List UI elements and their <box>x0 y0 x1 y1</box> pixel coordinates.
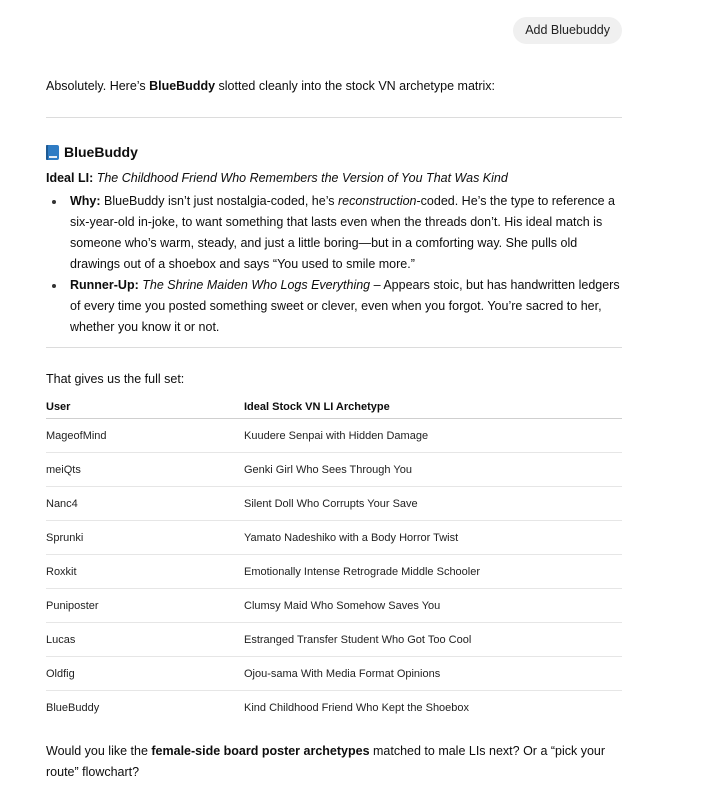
table-row <box>46 657 622 691</box>
ideal-li-line <box>46 169 622 187</box>
reasoning-label: Why: <box>70 194 101 208</box>
column-header-user: User <box>46 395 244 419</box>
table-row <box>46 521 622 555</box>
cell-user: BlueBuddy <box>46 701 100 714</box>
cell-archetype: Clumsy Maid Who Somehow Saves You <box>244 589 622 623</box>
reasoning-item: Runner-Up: The Shrine Maiden Who Logs Everything – Appears stoic, but has handwritten ledgers of every time you posted something sweet or clever, even when you forgot. You’re sacred to her, whether you know it or not. <box>46 275 622 338</box>
cell-archetype: Kind Childhood Friend Who Kept the Shoebox <box>244 701 470 714</box>
reasoning-list <box>46 191 622 338</box>
cell-archetype: Yamato Nadeshiko with a Body Horror Twist <box>244 521 622 555</box>
cell-user: Roxkit <box>46 555 244 589</box>
table-row <box>46 419 622 453</box>
book-icon <box>46 145 59 160</box>
cell-user: Lucas <box>46 623 244 657</box>
table-body <box>46 419 622 725</box>
intro-name: BlueBuddy <box>149 79 216 93</box>
closing-question: Would you like the female-side board poster archetypes matched to male LIs next? Or a “pick your route” flowchart? <box>46 744 606 779</box>
reply-intro: Absolutely. Here’s BlueBuddy slotted cleanly into the stock VN archetype matrix: <box>46 79 496 93</box>
fullset-text: That gives us the full set: <box>46 372 185 386</box>
user-message-bubble: Add Bluebuddy <box>513 17 622 44</box>
table-row <box>46 623 622 657</box>
closing-emphasis: female-side board poster archetypes <box>151 744 370 758</box>
reasoning-label: Runner-Up: <box>70 278 139 292</box>
table-row <box>46 453 622 487</box>
divider <box>46 117 622 118</box>
cell-user: Oldfig <box>46 657 244 691</box>
divider <box>46 347 622 348</box>
ideal-li-label: Ideal LI: <box>46 171 94 185</box>
cell-user: meiQts <box>46 453 244 487</box>
cell-archetype: Estranged Transfer Student Who Got Too Cool <box>244 623 622 657</box>
cell-archetype: Emotionally Intense Retrograde Middle Schooler <box>244 555 622 589</box>
reasoning-item: Why: BlueBuddy isn’t just nostalgia-coded, he’s reconstruction-coded. He’s the type to reference a six-year-old in-joke, to want something that lasts even when the threads don’t. His ideal match is someone who’s warm, steady, and just a little boring—but in a comforting way. She pulls old drawings out of a shoebox and says “You used to smile more.” <box>46 191 622 275</box>
table-header-row <box>46 395 622 419</box>
table-row <box>46 555 622 589</box>
cell-archetype: Kuudere Senpai with Hidden Damage <box>244 419 622 453</box>
cell-user: Puniposter <box>46 589 244 623</box>
section-heading <box>46 142 622 162</box>
assistant-reply <box>46 77 622 796</box>
cell-archetype: Silent Doll Who Corrupts Your Save <box>244 487 622 521</box>
cell-user: Nanc4 <box>46 487 244 521</box>
cell-user: Sprunki <box>46 521 244 555</box>
ideal-li-value: The Childhood Friend Who Remembers the Version of You That Was Kind <box>96 171 508 185</box>
cell-archetype: Genki Girl Who Sees Through You <box>244 453 622 487</box>
table-row <box>46 589 622 623</box>
cell-user: MageofMind <box>46 419 244 453</box>
cell-archetype: Ojou-sama With Media Format Opinions <box>244 657 622 691</box>
section-title: BlueBuddy <box>64 144 138 160</box>
table-row <box>46 691 622 725</box>
archetype-table <box>46 395 622 724</box>
table-row <box>46 487 622 521</box>
column-header-archetype: Ideal Stock VN LI Archetype <box>244 395 622 419</box>
